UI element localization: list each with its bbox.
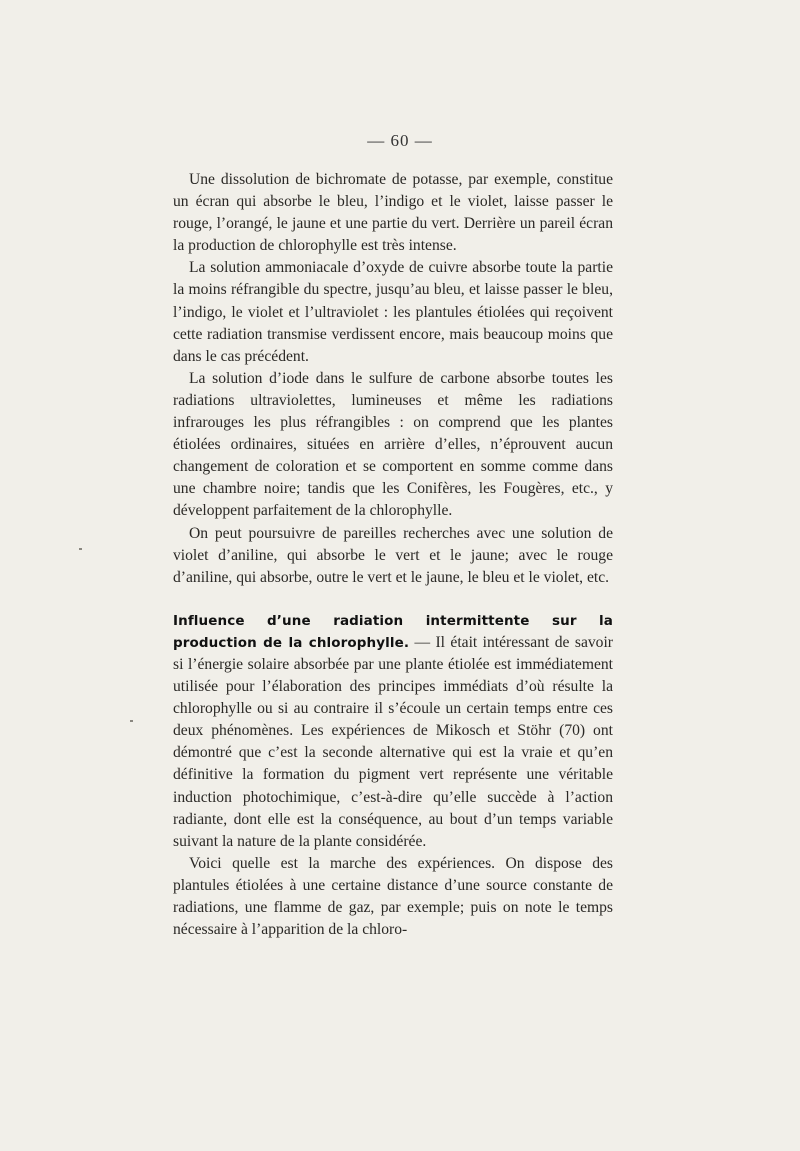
margin-mark [79, 548, 82, 550]
page-number: — 60 — [367, 131, 433, 150]
section-paragraph [173, 610, 613, 853]
body-text [173, 169, 613, 941]
section-heading: Influence d’une radiation intermittente sur la production de la chlorophylle. [173, 612, 613, 651]
paragraph-copper-oxide: La solution ammoniacale d’oxyde de cuivre absorbe toute la partie la moins réfrangible du spectre, jusqu’au bleu, et laisse passer le bleu, l’indigo, le violet et l’ultraviolet : les plantules étiolées qui reçoivent cette radiation transmise verdissent encore, mais beaucoup moins que dans le cas précédent. [173, 259, 613, 365]
paragraph-experiments: Voici quelle est la marche des expériences. On dispose des plantules étiolées à une certaine distance d’une source constante de radiations, une flamme de gaz, par exemple; puis on note le temps nécessaire à l’apparition de la chloro- [173, 854, 613, 939]
section-intro-text: — Il était intéressant de savoir si l’énergie solaire absorbée par une plante étiolée est immédiatement utilisée pour l’élaboration des principes immédiats d’où résulte la chlorophylle ou si au contraire il s’écoule un certain temps entre ces deux phénomènes. Les expériences de Mikosch et Stöhr (70) ont démontré que c’est la seconde alternative qui est la vraie et qu’en définitive la formation du pigment vert représente une véritable induction photochimique, c’est-à-dire qu’elle succède à l’action radiante, dont elle est la conséquence, au bout d’un temps variable suivant la nature de la plante considérée. [173, 633, 613, 850]
margin-mark [130, 720, 133, 722]
paragraph-iodine: La solution d’iode dans le sulfure de carbone absorbe toutes les radiations ultraviolettes, lumineuses et même les radiations infrarouges les plus réfrangibles : on comprend que les plantes étiolées ordinaires, situées en arrière d’elles, n’éprouvent aucun changement de coloration et se comportent en somme comme dans une chambre noire; tandis que les Conifères, les Fougères, etc., y développent parfaitement de la chlorophylle. [173, 369, 613, 520]
paragraph-dichromate: Une dissolution de bichromate de potasse, par exemple, constitue un écran qui absorbe le bleu, l’indigo et le violet, laisse passer le rouge, l’orangé, le jaune et une partie du vert. Derrière un pareil écran la production de chlorophylle est très intense. [173, 171, 613, 255]
paragraph-aniline: On peut poursuivre de pareilles recherches avec une solution de violet d’aniline, qui absorbe le vert et le jaune; avec le rouge d’aniline, qui absorbe, outre le vert et le jaune, le bleu et le violet, etc. [173, 524, 613, 586]
